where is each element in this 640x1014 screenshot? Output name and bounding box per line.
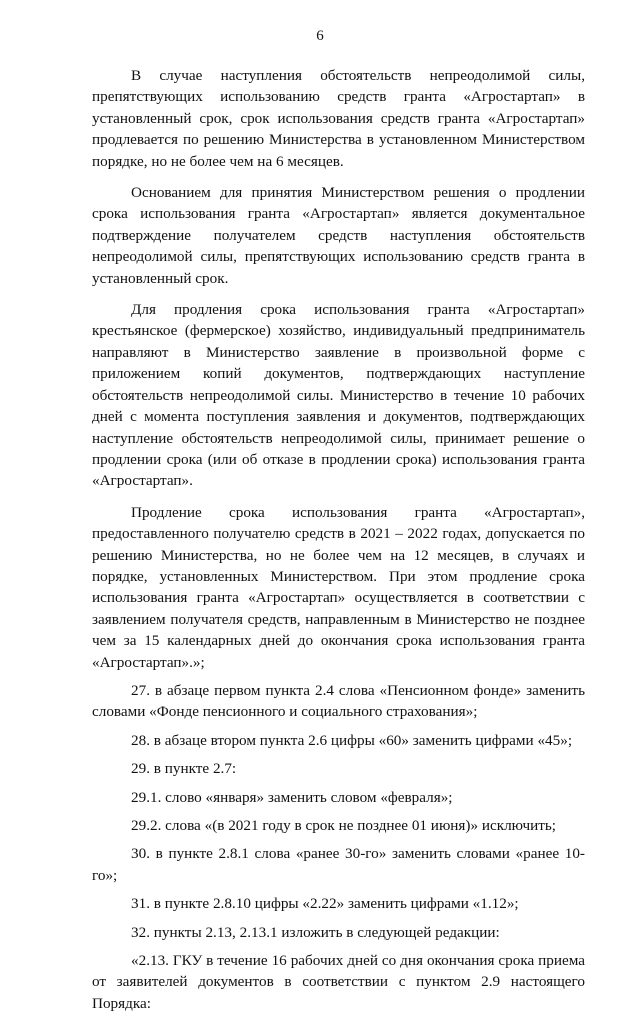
document-body <box>92 65 585 1014</box>
paragraph: 29.2. слова «(в 2021 году в срок не позднее 01 июня)» исключить; <box>131 817 556 834</box>
paragraph: 32. пункты 2.13, 2.13.1 изложить в следующей редакции: <box>131 923 500 941</box>
paragraph: 28. в абзаце втором пункта 2.6 цифры «60» заменить цифрами «45»; <box>131 731 573 749</box>
paragraph: «2.13. ГКУ в течение 16 рабочих дней со дня окончания срока приема от заявителей документов в соответствии с пунктом 2.9 настоящего Порядка: <box>92 952 585 1012</box>
paragraph: В случае наступления обстоятельств непреодолимой силы, препятствующих использованию средств гранта «Агростартап» в установленный срок, срок использования средств гранта «Агростартап» продлевается по решению Министерства в установленном Министерством порядке, но не более чем на 6 месяцев. <box>92 67 585 170</box>
paragraph: Основанием для принятия Министерством решения о продлении срока использования гранта «Агростартап» является документальное подтверждение получателем средств наступления обстоятельств непреодолимой силы, препятствующих использованию средств гранта в установленный срок. <box>92 184 585 287</box>
paragraph: Для продления срока использования гранта «Агростартап» крестьянское (фермерское) хозяйство, индивидуальный предприниматель направляют в Министерство заявление в произвольной форме с приложением копий документов, подтверждающих наступление обстоятельств непреодолимой силы. Министерство в течение 10 рабочих дней с момента поступления заявления и документов, подтверждающих наступление обстоятельств непреодолимой силы, принимает решение о продлении срока (или об отказе в продлении срока) использования гранта «Агростартап». <box>92 301 585 490</box>
paragraph: Продление срока использования гранта «Агростартап», предоставленного получателю средств в 2021 – 2022 годах, допускается по решению Министерства, но не более чем на 12 месяцев, в случаях и порядке, установленных Министерством. При этом продление срока использования гранта «Агростартап» осуществляется в соответствии с заявлением получателя средств, направленным в Министерство не позднее чем за 15 календарных дней до окончания срока использования гранта «Агростартап».»; <box>92 503 585 671</box>
paragraph: 29.1. слово «января» заменить словом «февраля»; <box>131 788 453 806</box>
paragraph: 27. в абзаце первом пункта 2.4 слова «Пенсионном фонде» заменить словами «Фонде пенсионного и социального страхования»; <box>92 681 585 721</box>
paragraph: 29. в пункте 2.7: <box>131 760 237 778</box>
page-number: 6 <box>316 28 324 44</box>
paragraph: 31. в пункте 2.8.10 цифры «2.22» заменить цифрами «1.12»; <box>131 895 519 913</box>
paragraph: 30. в пункте 2.8.1 слова «ранее 30-го» заменить словами «ранее 10-го»; <box>92 845 585 884</box>
